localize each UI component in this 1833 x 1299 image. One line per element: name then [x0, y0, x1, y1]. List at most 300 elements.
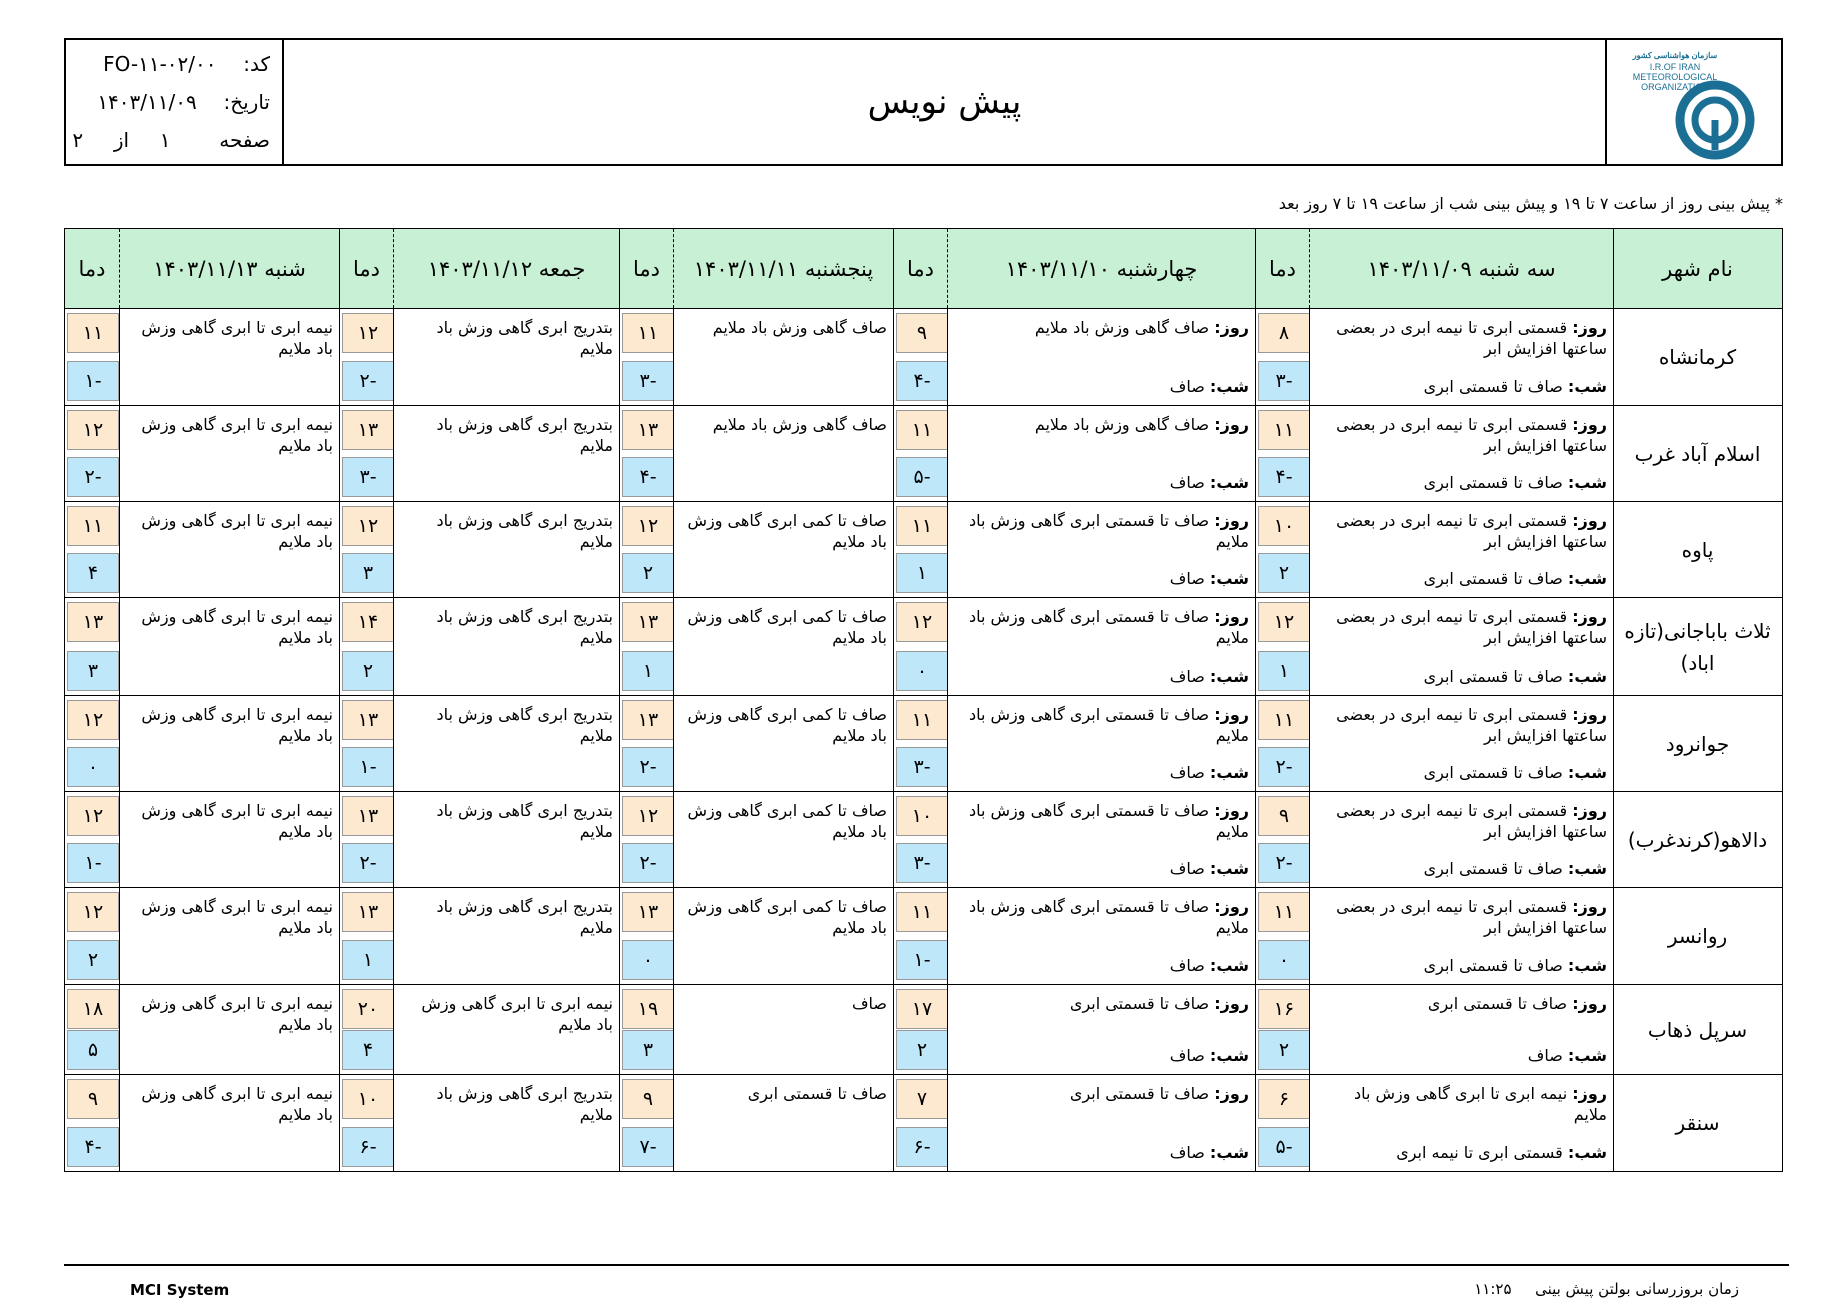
cell-temp2 — [893, 406, 947, 501]
day-forecast — [954, 896, 1249, 938]
system-name: MCI System — [130, 1281, 230, 1299]
max-temp: ۱۰ — [1258, 506, 1310, 546]
day-text: صاف تا قسمتی ابری — [1069, 994, 1210, 1013]
max-temp: ۱۱ — [1258, 700, 1310, 740]
logo-box — [1605, 40, 1781, 164]
forecast-text: نیمه ابری تا ابری گاهی وزش باد ملایم — [421, 994, 613, 1034]
forecast-text: نیمه ابری تا ابری گاهی وزش باد ملایم — [141, 1084, 333, 1124]
day-text: صاف گاهی وزش باد ملایم — [1034, 415, 1210, 434]
max-temp: ۱۱ — [67, 313, 119, 353]
document-meta — [66, 40, 284, 164]
night-text: صاف — [1169, 377, 1205, 396]
cell-desc1 — [1309, 888, 1613, 984]
day-label: روز: — [1572, 705, 1607, 724]
cell-temp5 — [65, 502, 119, 597]
night-label: شب: — [1209, 956, 1249, 975]
max-temp: ۱۱ — [1258, 892, 1310, 932]
cell-temp3 — [619, 598, 673, 695]
cell-temp4 — [339, 309, 393, 405]
cell-temp2 — [893, 985, 947, 1074]
min-temp: -۴ — [622, 457, 674, 497]
night-forecast — [1424, 762, 1607, 783]
forecast-text: صاف تا کمی ابری گاهی وزش باد ملایم — [687, 511, 887, 551]
day-label: روز: — [1214, 415, 1249, 434]
day-text: صاف تا قسمتی ابری — [1069, 1084, 1210, 1103]
min-temp: -۲ — [1258, 843, 1310, 883]
cell-desc4 — [393, 598, 619, 695]
min-temp: ۱ — [1258, 651, 1310, 691]
header-desc4: جمعه ۱۴۰۳/۱۱/۱۲ — [393, 229, 619, 308]
min-temp: ۲ — [342, 651, 394, 691]
max-temp: ۹ — [622, 1079, 674, 1119]
cell-temp1 — [1255, 985, 1309, 1074]
day-text: صاف تا قسمتی ابری گاهی وزش باد ملایم — [968, 801, 1249, 841]
max-temp: ۱۲ — [67, 892, 119, 932]
cell-temp5 — [65, 406, 119, 501]
cell-desc2 — [947, 1075, 1255, 1171]
city-name: پاوه — [1613, 502, 1781, 597]
day-text: قسمتی ابری تا نیمه ابری در بعضی ساعتها افزایش ابر — [1336, 511, 1607, 551]
cell-desc2 — [947, 309, 1255, 405]
min-temp: ۳ — [622, 1030, 674, 1070]
forecast-text: صاف تا کمی ابری گاهی وزش باد ملایم — [687, 897, 887, 937]
day-label: روز: — [1572, 1084, 1607, 1103]
min-temp: -۳ — [1258, 361, 1310, 401]
day-text: صاف تا قسمتی ابری گاهی وزش باد ملایم — [968, 607, 1249, 647]
min-temp: ۵ — [67, 1030, 119, 1070]
cell-desc1 — [1309, 1075, 1613, 1171]
city-name: کرمانشاه — [1613, 309, 1781, 405]
night-forecast — [1170, 1045, 1249, 1066]
forecast-text: نیمه ابری تا ابری گاهی وزش باد ملایم — [141, 511, 333, 551]
day-forecast — [1316, 993, 1607, 1014]
update-time: ۱۱:۲۵ — [1474, 1280, 1512, 1298]
table-row — [65, 985, 1782, 1075]
night-forecast — [1424, 858, 1607, 879]
header-city: نام شهر — [1613, 229, 1781, 308]
code-value: FO-۱۱-۰۲/۰۰ — [103, 52, 217, 76]
day-forecast — [1316, 317, 1607, 359]
page-total: ۲ — [72, 128, 84, 152]
min-temp: ۴ — [342, 1030, 394, 1070]
forecast-text: نیمه ابری تا ابری گاهی وزش باد ملایم — [141, 318, 333, 358]
min-temp: -۲ — [1258, 747, 1310, 787]
max-temp: ۱۲ — [342, 313, 394, 353]
cell-temp3 — [619, 985, 673, 1074]
cell-desc3 — [673, 792, 893, 887]
night-label: شب: — [1567, 956, 1607, 975]
cell-temp1 — [1255, 1075, 1309, 1171]
cell-temp5 — [65, 1075, 119, 1171]
cell-desc4 — [393, 696, 619, 791]
night-label: شب: — [1209, 1046, 1249, 1065]
cell-temp4 — [339, 792, 393, 887]
cell-desc5 — [119, 598, 339, 695]
cell-desc3 — [673, 985, 893, 1074]
day-forecast — [954, 510, 1249, 552]
cell-temp4 — [339, 1075, 393, 1171]
min-temp: -۴ — [67, 1127, 119, 1167]
min-temp: ۲ — [622, 553, 674, 593]
cell-desc3 — [673, 309, 893, 405]
min-temp: ۰ — [896, 651, 948, 691]
day-text: قسمتی ابری تا نیمه ابری در بعضی ساعتها افزایش ابر — [1336, 705, 1607, 745]
update-info — [1474, 1280, 1739, 1298]
cell-temp1 — [1255, 696, 1309, 791]
city-name: سنقر — [1613, 1075, 1781, 1171]
cell-temp2 — [893, 1075, 947, 1171]
table-row — [65, 696, 1782, 792]
footer-divider — [64, 1264, 1789, 1266]
cell-temp2 — [893, 696, 947, 791]
date-value: ۱۴۰۳/۱۱/۰۹ — [97, 90, 197, 114]
max-temp: ۲۰ — [342, 989, 394, 1029]
max-temp: ۹ — [67, 1079, 119, 1119]
night-text: صاف — [1527, 1046, 1563, 1065]
night-label: شب: — [1567, 569, 1607, 588]
max-temp: ۱۳ — [622, 602, 674, 642]
day-text: قسمتی ابری تا نیمه ابری در بعضی ساعتها افزایش ابر — [1336, 607, 1607, 647]
day-label: روز: — [1572, 994, 1607, 1013]
cell-temp5 — [65, 888, 119, 984]
max-temp: ۱۳ — [342, 796, 394, 836]
max-temp: ۱۱ — [896, 506, 948, 546]
cell-temp2 — [893, 792, 947, 887]
cell-temp2 — [893, 598, 947, 695]
forecast-text: صاف تا کمی ابری گاهی وزش باد ملایم — [687, 607, 887, 647]
night-text: صاف تا قسمتی ابری — [1423, 569, 1563, 588]
cell-desc2 — [947, 792, 1255, 887]
day-label: روز: — [1572, 511, 1607, 530]
night-forecast — [1170, 472, 1249, 493]
max-temp: ۱۲ — [67, 796, 119, 836]
night-forecast — [1170, 762, 1249, 783]
max-temp: ۱۷ — [896, 989, 948, 1029]
night-forecast — [1170, 666, 1249, 687]
forecast-text: بتدریج ابری گاهی وزش باد ملایم — [436, 705, 613, 745]
night-label: شب: — [1209, 569, 1249, 588]
night-text: صاف تا قسمتی ابری — [1423, 763, 1563, 782]
header-temp5: دما — [78, 256, 106, 281]
table-row — [65, 309, 1782, 406]
max-temp: ۱۰ — [342, 1079, 394, 1119]
min-temp: -۳ — [896, 843, 948, 883]
document-header — [64, 38, 1783, 166]
header-temp4: دما — [339, 229, 393, 308]
header-desc2: چهارشنبه ۱۴۰۳/۱۱/۱۰ — [947, 229, 1255, 308]
logo-text-en1: I.R.OF IRAN — [1649, 62, 1701, 72]
cell-temp5 — [65, 985, 119, 1074]
min-temp: -۲ — [342, 843, 394, 883]
max-temp: ۱۰ — [896, 796, 948, 836]
cell-desc5 — [119, 406, 339, 501]
forecast-text: بتدریج ابری گاهی وزش باد ملایم — [436, 801, 613, 841]
day-text: قسمتی ابری تا نیمه ابری در بعضی ساعتها افزایش ابر — [1336, 318, 1607, 358]
header-temp1: دما — [1255, 229, 1309, 308]
day-forecast — [1316, 1083, 1607, 1125]
page-of: از — [113, 128, 130, 152]
day-text: قسمتی ابری تا نیمه ابری در بعضی ساعتها افزایش ابر — [1336, 897, 1607, 937]
max-temp: ۱۳ — [342, 700, 394, 740]
day-text: قسمتی ابری تا نیمه ابری در بعضی ساعتها افزایش ابر — [1336, 801, 1607, 841]
forecast-text: صاف — [851, 994, 887, 1013]
max-temp: ۱۲ — [67, 700, 119, 740]
cell-temp5 — [65, 309, 119, 405]
night-text: صاف تا قسمتی ابری — [1423, 377, 1563, 396]
forecast-text: نیمه ابری تا ابری گاهی وزش باد ملایم — [141, 607, 333, 647]
forecast-text: صاف گاهی وزش باد ملایم — [712, 415, 887, 434]
night-forecast — [1424, 568, 1607, 589]
max-temp: ۱۶ — [1258, 989, 1310, 1029]
code-row — [103, 52, 270, 76]
cell-desc5 — [119, 1075, 339, 1171]
cell-desc2 — [947, 598, 1255, 695]
min-temp: ۲ — [1258, 1030, 1310, 1070]
night-text: صاف — [1169, 1046, 1205, 1065]
cell-desc1 — [1309, 792, 1613, 887]
min-temp: -۵ — [1258, 1127, 1310, 1167]
night-forecast — [1424, 376, 1607, 397]
min-temp: ۲ — [896, 1030, 948, 1070]
day-label: روز: — [1214, 607, 1249, 626]
cell-desc3 — [673, 696, 893, 791]
day-text: صاف تا قسمتی ابری — [1427, 994, 1568, 1013]
cell-temp1 — [1255, 309, 1309, 405]
night-forecast — [1424, 472, 1607, 493]
night-label: شب: — [1209, 473, 1249, 492]
cell-desc1 — [1309, 598, 1613, 695]
min-temp: -۱ — [67, 361, 119, 401]
min-temp: -۱ — [896, 940, 948, 980]
day-forecast — [954, 414, 1249, 435]
max-temp: ۱۲ — [622, 506, 674, 546]
min-temp: -۶ — [342, 1127, 394, 1167]
cell-temp4 — [339, 985, 393, 1074]
cell-temp3 — [619, 1075, 673, 1171]
forecast-text: صاف تا کمی ابری گاهی وزش باد ملایم — [687, 801, 887, 841]
night-label: شب: — [1209, 667, 1249, 686]
cell-desc1 — [1309, 985, 1613, 1074]
code-label: کد: — [243, 52, 270, 76]
max-temp: ۱۹ — [622, 989, 674, 1029]
city-name: اسلام آباد غرب — [1613, 406, 1781, 501]
cell-desc5 — [119, 888, 339, 984]
forecast-text: صاف تا کمی ابری گاهی وزش باد ملایم — [687, 705, 887, 745]
min-temp: ۳ — [67, 651, 119, 691]
min-temp: -۲ — [342, 361, 394, 401]
day-label: روز: — [1572, 607, 1607, 626]
day-label: روز: — [1572, 897, 1607, 916]
update-label: زمان بروزرسانی بولتن پیش بینی — [1535, 1280, 1739, 1298]
max-temp: ۱۲ — [67, 410, 119, 450]
max-temp: ۹ — [896, 313, 948, 353]
day-text: صاف تا قسمتی ابری گاهی وزش باد ملایم — [968, 511, 1249, 551]
forecast-text: بتدریج ابری گاهی وزش باد ملایم — [436, 415, 613, 455]
max-temp: ۱۱ — [67, 506, 119, 546]
cell-desc3 — [673, 888, 893, 984]
forecast-text: بتدریج ابری گاهی وزش باد ملایم — [436, 1084, 613, 1124]
cell-temp2 — [893, 309, 947, 405]
table-header-row — [65, 229, 1782, 309]
forecast-text: نیمه ابری تا ابری گاهی وزش باد ملایم — [141, 705, 333, 745]
day-forecast — [954, 800, 1249, 842]
city-name: جوانرود — [1613, 696, 1781, 791]
night-label: شب: — [1567, 763, 1607, 782]
night-forecast — [1424, 955, 1607, 976]
day-forecast — [1316, 896, 1607, 938]
cell-temp3 — [619, 406, 673, 501]
max-temp: ۶ — [1258, 1079, 1310, 1119]
day-forecast — [954, 606, 1249, 648]
night-text: صاف تا قسمتی ابری — [1423, 956, 1563, 975]
cell-desc3 — [673, 598, 893, 695]
cell-temp4 — [339, 598, 393, 695]
day-text: قسمتی ابری تا نیمه ابری در بعضی ساعتها افزایش ابر — [1336, 415, 1607, 455]
day-forecast — [954, 704, 1249, 746]
header-temp2: دما — [893, 229, 947, 308]
night-label: شب: — [1567, 1046, 1607, 1065]
night-text: صاف — [1169, 473, 1205, 492]
forecast-text: بتدریج ابری گاهی وزش باد ملایم — [436, 318, 613, 358]
cell-temp3 — [619, 792, 673, 887]
min-temp: ۰ — [67, 747, 119, 787]
min-temp: -۲ — [67, 457, 119, 497]
night-text: صاف — [1169, 667, 1205, 686]
cell-desc5 — [119, 696, 339, 791]
city-name: سرپل ذهاب — [1613, 985, 1781, 1074]
cell-temp5 — [65, 696, 119, 791]
day-label: روز: — [1214, 801, 1249, 820]
night-forecast — [1170, 1142, 1249, 1163]
night-label: شب: — [1567, 1143, 1607, 1162]
header-desc1: سه شنبه ۱۴۰۳/۱۱/۰۹ — [1309, 229, 1613, 308]
cell-desc5 — [119, 985, 339, 1074]
cell-temp3 — [619, 502, 673, 597]
cell-temp3 — [619, 888, 673, 984]
max-temp: ۱۱ — [896, 892, 948, 932]
cell-temp1 — [1255, 406, 1309, 501]
cell-temp5 — [65, 792, 119, 887]
cell-desc4 — [393, 309, 619, 405]
night-text: صاف تا قسمتی ابری — [1423, 667, 1563, 686]
max-temp: ۱۱ — [1258, 410, 1310, 450]
forecast-text: نیمه ابری تا ابری گاهی وزش باد ملایم — [141, 994, 333, 1034]
min-temp: ۱ — [342, 940, 394, 980]
cell-temp1 — [1255, 888, 1309, 984]
night-text: صاف — [1169, 763, 1205, 782]
day-text: صاف تا قسمتی ابری گاهی وزش باد ملایم — [968, 897, 1249, 937]
min-temp: ۰ — [622, 940, 674, 980]
min-temp: -۱ — [342, 747, 394, 787]
document-title: پیش نویس — [867, 82, 1022, 122]
min-temp: -۷ — [622, 1127, 674, 1167]
cell-desc2 — [947, 888, 1255, 984]
day-text: نیمه ابری تا ابری گاهی وزش باد ملایم — [1353, 1084, 1607, 1124]
day-forecast — [1316, 704, 1607, 746]
day-label: روز: — [1214, 897, 1249, 916]
forecast-text: بتدریج ابری گاهی وزش باد ملایم — [436, 511, 613, 551]
day-forecast — [954, 1083, 1249, 1104]
cell-desc4 — [393, 985, 619, 1074]
table-row — [65, 502, 1782, 598]
night-label: شب: — [1209, 1143, 1249, 1162]
day-label: روز: — [1214, 318, 1249, 337]
day-forecast — [954, 993, 1249, 1014]
max-temp: ۱۳ — [622, 410, 674, 450]
day-label: روز: — [1572, 415, 1607, 434]
cell-temp3 — [619, 309, 673, 405]
forecast-text: بتدریج ابری گاهی وزش باد ملایم — [436, 897, 613, 937]
max-temp: ۱۱ — [622, 313, 674, 353]
max-temp: ۱۳ — [342, 410, 394, 450]
min-temp: ۲ — [1258, 553, 1310, 593]
forecast-text: نیمه ابری تا ابری گاهی وزش باد ملایم — [141, 801, 333, 841]
min-temp: -۵ — [896, 457, 948, 497]
day-forecast — [1316, 606, 1607, 648]
max-temp: ۱۳ — [342, 892, 394, 932]
min-temp: ۰ — [1258, 940, 1310, 980]
night-forecast — [1170, 568, 1249, 589]
night-text: صاف تا قسمتی ابری — [1423, 859, 1563, 878]
city-name: ثلاث باباجانی(تازه اباد) — [1613, 598, 1781, 695]
city-name: دالاهو(کرندغرب) — [1613, 792, 1781, 887]
night-text: صاف — [1169, 956, 1205, 975]
min-temp: -۳ — [342, 457, 394, 497]
cell-temp4 — [339, 696, 393, 791]
forecast-text: نیمه ابری تا ابری گاهی وزش باد ملایم — [141, 897, 333, 937]
max-temp: ۱۲ — [896, 602, 948, 642]
night-forecast — [1170, 955, 1249, 976]
header-desc5: شنبه ۱۴۰۳/۱۱/۱۳ — [119, 229, 339, 308]
cell-temp1 — [1255, 502, 1309, 597]
night-label: شب: — [1209, 377, 1249, 396]
cell-temp1 — [1255, 598, 1309, 695]
cell-desc1 — [1309, 502, 1613, 597]
night-forecast — [1424, 666, 1607, 687]
min-temp: -۴ — [1258, 457, 1310, 497]
cell-desc2 — [947, 502, 1255, 597]
min-temp: -۴ — [896, 361, 948, 401]
forecast-text: نیمه ابری تا ابری گاهی وزش باد ملایم — [141, 415, 333, 455]
max-temp: ۷ — [896, 1079, 948, 1119]
cell-desc4 — [393, 792, 619, 887]
day-label: روز: — [1214, 1084, 1249, 1103]
cell-temp5 — [65, 598, 119, 695]
max-temp: ۱۱ — [896, 700, 948, 740]
max-temp: ۱۳ — [622, 892, 674, 932]
cell-desc3 — [673, 502, 893, 597]
cell-temp2 — [893, 502, 947, 597]
cell-desc1 — [1309, 309, 1613, 405]
cell-desc4 — [393, 406, 619, 501]
forecast-text: بتدریج ابری گاهی وزش باد ملایم — [436, 607, 613, 647]
table-row — [65, 598, 1782, 696]
date-row — [97, 90, 270, 114]
cell-desc4 — [393, 502, 619, 597]
header-temp3: دما — [619, 229, 673, 308]
min-temp: ۳ — [342, 553, 394, 593]
min-temp: ۱ — [896, 553, 948, 593]
cell-desc5 — [119, 792, 339, 887]
cell-temp4 — [339, 406, 393, 501]
night-forecast — [1528, 1045, 1607, 1066]
meteorological-organization-logo — [1607, 40, 1781, 164]
max-temp: ۱۲ — [342, 506, 394, 546]
table-row — [65, 888, 1782, 985]
logo-text-en3: ORGANIZATION — [1641, 82, 1709, 92]
day-forecast — [954, 317, 1249, 338]
day-label: روز: — [1214, 705, 1249, 724]
